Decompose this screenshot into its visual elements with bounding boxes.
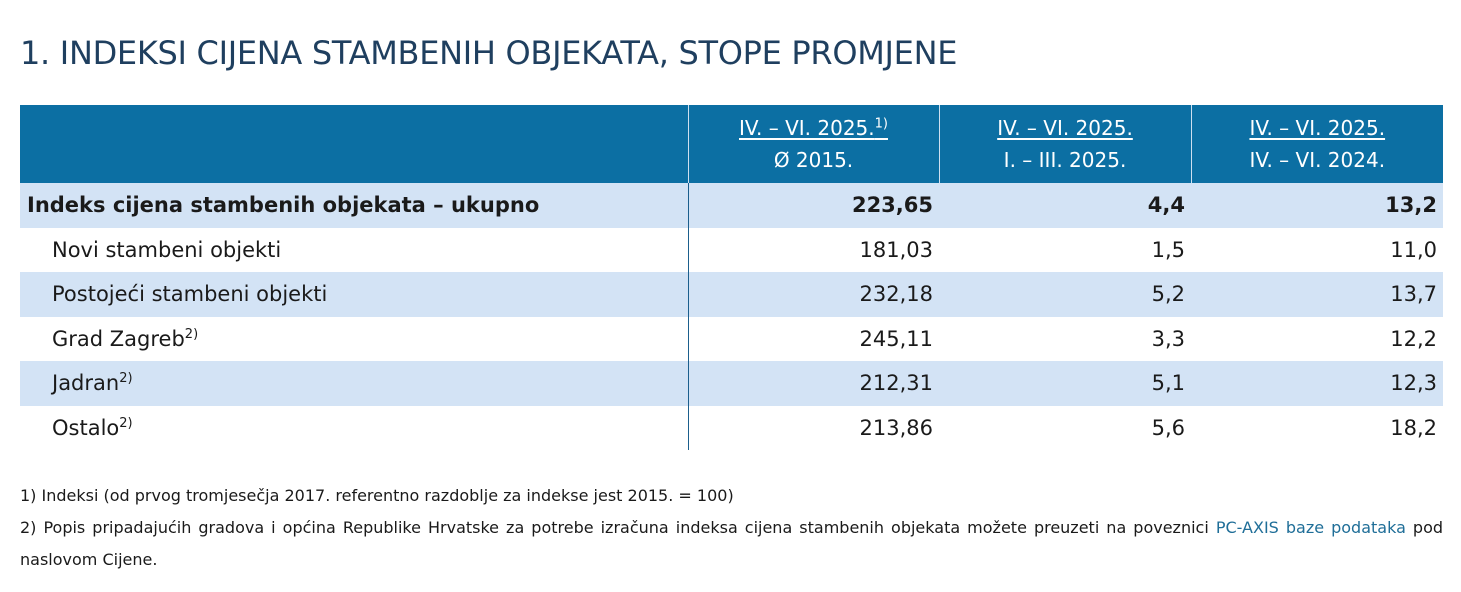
footnote-1: 1) Indeksi (od prvog tromjesečja 2017. referentno razdoblje za indekse jest 2015. = 100)	[20, 486, 734, 505]
row-label-text: Ostalo	[52, 415, 120, 440]
row-footnote-ref: 2)	[184, 326, 199, 342]
cell-value: 13,7	[1191, 272, 1443, 317]
cell-value: 245,11	[859, 326, 933, 351]
row-label	[20, 228, 688, 273]
row-label-text: Postojeći stambeni objekti	[52, 282, 328, 307]
header-empty	[20, 105, 688, 183]
header-col-2-bottom: I. – III. 2025.	[1003, 148, 1127, 172]
header-col-2	[939, 105, 1191, 183]
cell-value: 212,31	[688, 361, 939, 406]
cell-value: 4,4	[939, 183, 1191, 228]
row-footnote-ref: 2)	[119, 415, 133, 431]
table-row	[20, 317, 1443, 362]
row-label	[20, 272, 688, 317]
cell-value: 213,86	[859, 415, 933, 440]
table-row	[20, 228, 1443, 273]
cell-value: 5,2	[939, 272, 1191, 317]
header-col-3	[1191, 105, 1443, 183]
footnote-2	[20, 512, 1443, 576]
header-col-1	[688, 105, 939, 183]
header-col-3-bottom: IV. – VI. 2024.	[1249, 148, 1386, 172]
header-col-1-top: IV. – VI. 2025.	[739, 116, 875, 140]
cell-value: 232,18	[688, 272, 939, 317]
row-footnote-ref: 2)	[119, 371, 133, 387]
row-label	[20, 406, 688, 451]
cell-value: 13,2	[1191, 183, 1443, 228]
table-row	[20, 272, 1443, 317]
cell-value: 12,3	[1191, 361, 1443, 406]
cell-value: 12,2	[1390, 326, 1437, 351]
row-label	[20, 361, 688, 406]
price-index-table	[20, 105, 1443, 450]
pc-axis-link[interactable]: PC-AXIS baze podataka	[1215, 518, 1406, 537]
cell-value: 223,65	[688, 183, 939, 228]
row-label	[20, 317, 688, 362]
row-label-text: Novi stambeni objekti	[52, 237, 282, 262]
footnote-2-tail: pod naslovom Cijene.	[20, 518, 1444, 569]
table-row	[20, 406, 1443, 451]
cell-value: 3,3	[1151, 326, 1185, 351]
row-label-text: Jadran	[52, 371, 120, 396]
header-col-2-top: IV. – VI. 2025.	[997, 116, 1133, 140]
page-title: 1. INDEKSI CIJENA STAMBENIH OBJEKATA, STOPE PROMJENE	[20, 34, 958, 72]
table-row	[20, 361, 1443, 406]
cell-value: 181,03	[859, 237, 933, 262]
cell-value: 18,2	[1390, 415, 1437, 440]
table-row	[20, 183, 1443, 228]
table-header-row	[20, 105, 1443, 183]
row-label	[20, 183, 688, 228]
cell-value: 1,5	[1151, 237, 1185, 262]
header-col-3-top: IV. – VI. 2025.	[1249, 116, 1386, 140]
footnote-2-text: 2) Popis pripadajućih gradova i općina Republike Hrvatske za potrebe izračuna indeksa cijena stambenih objekata možete preuzeti na poveznici	[20, 518, 1216, 537]
header-col-1-note: 1)	[874, 116, 888, 132]
footnotes	[20, 480, 1443, 576]
header-col-1-bottom: Ø 2015.	[773, 148, 854, 172]
cell-value: 5,1	[939, 361, 1191, 406]
cell-value: 11,0	[1390, 237, 1437, 262]
row-label-text: Grad Zagreb	[52, 326, 185, 351]
row-label-text: Indeks cijena stambenih objekata – ukupno	[27, 193, 540, 218]
cell-value: 5,6	[1151, 415, 1185, 440]
